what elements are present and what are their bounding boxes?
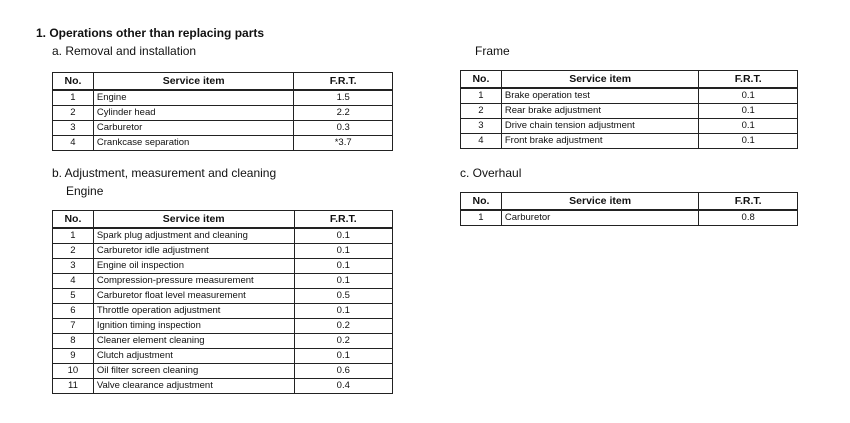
adjustment-heading: b. Adjustment, measurement and cleaning [52, 166, 277, 180]
frt-value: 0.1 [294, 274, 392, 289]
frame-table [460, 70, 798, 149]
service-item: Crankcase separation [93, 136, 293, 151]
row-number: 8 [53, 334, 94, 349]
service-item: Rear brake adjustment [501, 104, 699, 119]
table-header-row [461, 193, 798, 211]
table-header-row [461, 71, 798, 89]
frt-value: 0.4 [294, 379, 392, 394]
column-header-no: No. [53, 73, 94, 91]
frt-value: 0.8 [699, 210, 798, 226]
column-header-frt: F.R.T. [699, 193, 798, 211]
column-header-no: No. [461, 71, 502, 89]
row-number: 11 [53, 379, 94, 394]
frt-value: *3.7 [294, 136, 393, 151]
table-row [53, 244, 393, 259]
table-row [53, 379, 393, 394]
service-item: Throttle operation adjustment [93, 304, 294, 319]
row-number: 10 [53, 364, 94, 379]
adjustment-table [52, 210, 393, 394]
row-number: 3 [53, 121, 94, 136]
service-item: Ignition timing inspection [93, 319, 294, 334]
service-item: Clutch adjustment [93, 349, 294, 364]
frt-value: 0.1 [699, 119, 798, 134]
table-row [53, 106, 393, 121]
frt-value: 0.2 [294, 319, 392, 334]
frt-value: 2.2 [294, 106, 393, 121]
table-row [53, 228, 393, 244]
frt-value: 0.3 [294, 121, 393, 136]
table-row [53, 364, 393, 379]
engine-label: Engine [66, 184, 104, 198]
removal-table [52, 72, 393, 151]
column-header-service-item: Service item [501, 71, 699, 89]
table-row [461, 104, 798, 119]
table-row [53, 90, 393, 106]
row-number: 1 [53, 228, 94, 244]
row-number: 4 [53, 274, 94, 289]
table-row [53, 334, 393, 349]
service-item: Cleaner element cleaning [93, 334, 294, 349]
frt-value: 0.1 [294, 228, 392, 244]
frt-value: 0.1 [699, 134, 798, 149]
overhaul-heading: c. Overhaul [460, 166, 522, 180]
service-item: Brake operation test [501, 88, 699, 104]
frt-value: 0.1 [294, 244, 392, 259]
column-header-no: No. [53, 211, 94, 229]
table-header-row [53, 73, 393, 91]
table-row [461, 88, 798, 104]
service-item: Front brake adjustment [501, 134, 699, 149]
frame-heading: Frame [475, 44, 510, 58]
frt-value: 0.1 [294, 304, 392, 319]
service-item: Compression-pressure measurement [93, 274, 294, 289]
frt-value: 0.6 [294, 364, 392, 379]
service-item: Carburetor float level measurement [93, 289, 294, 304]
table-row [53, 304, 393, 319]
overhaul-table [460, 192, 798, 226]
frt-value: 0.2 [294, 334, 392, 349]
column-header-service-item: Service item [93, 211, 294, 229]
frt-value: 0.1 [294, 259, 392, 274]
table-row [53, 259, 393, 274]
table-row [53, 289, 393, 304]
row-number: 3 [53, 259, 94, 274]
table-row [461, 119, 798, 134]
frt-value: 0.1 [699, 104, 798, 119]
frt-value: 0.5 [294, 289, 392, 304]
table-row [53, 136, 393, 151]
service-item: Carburetor [501, 210, 698, 226]
row-number: 7 [53, 319, 94, 334]
table-row [461, 210, 798, 226]
service-item: Spark plug adjustment and cleaning [93, 228, 294, 244]
service-item: Carburetor idle adjustment [93, 244, 294, 259]
table-row [53, 274, 393, 289]
row-number: 6 [53, 304, 94, 319]
table-row [53, 319, 393, 334]
service-item: Carburetor [93, 121, 293, 136]
service-item: Valve clearance adjustment [93, 379, 294, 394]
row-number: 9 [53, 349, 94, 364]
row-number: 1 [461, 88, 502, 104]
row-number: 4 [53, 136, 94, 151]
frt-value: 0.1 [294, 349, 392, 364]
column-header-service-item: Service item [93, 73, 293, 91]
table-header-row [53, 211, 393, 229]
frt-value: 1.5 [294, 90, 393, 106]
row-number: 1 [461, 210, 502, 226]
row-number: 1 [53, 90, 94, 106]
row-number: 3 [461, 119, 502, 134]
removal-heading: a. Removal and installation [52, 44, 197, 58]
service-item: Drive chain tension adjustment [501, 119, 699, 134]
row-number: 5 [53, 289, 94, 304]
service-item: Oil filter screen cleaning [93, 364, 294, 379]
row-number: 2 [53, 244, 94, 259]
column-header-no: No. [461, 193, 502, 211]
row-number: 4 [461, 134, 502, 149]
table-row [53, 349, 393, 364]
service-item: Cylinder head [93, 106, 293, 121]
column-header-frt: F.R.T. [294, 73, 393, 91]
column-header-frt: F.R.T. [294, 211, 392, 229]
column-header-service-item: Service item [501, 193, 698, 211]
service-item: Engine [93, 90, 293, 106]
section-title: 1. Operations other than replacing parts [36, 26, 265, 40]
column-header-frt: F.R.T. [699, 71, 798, 89]
service-item: Engine oil inspection [93, 259, 294, 274]
row-number: 2 [53, 106, 94, 121]
frt-value: 0.1 [699, 88, 798, 104]
table-row [461, 134, 798, 149]
table-row [53, 121, 393, 136]
row-number: 2 [461, 104, 502, 119]
